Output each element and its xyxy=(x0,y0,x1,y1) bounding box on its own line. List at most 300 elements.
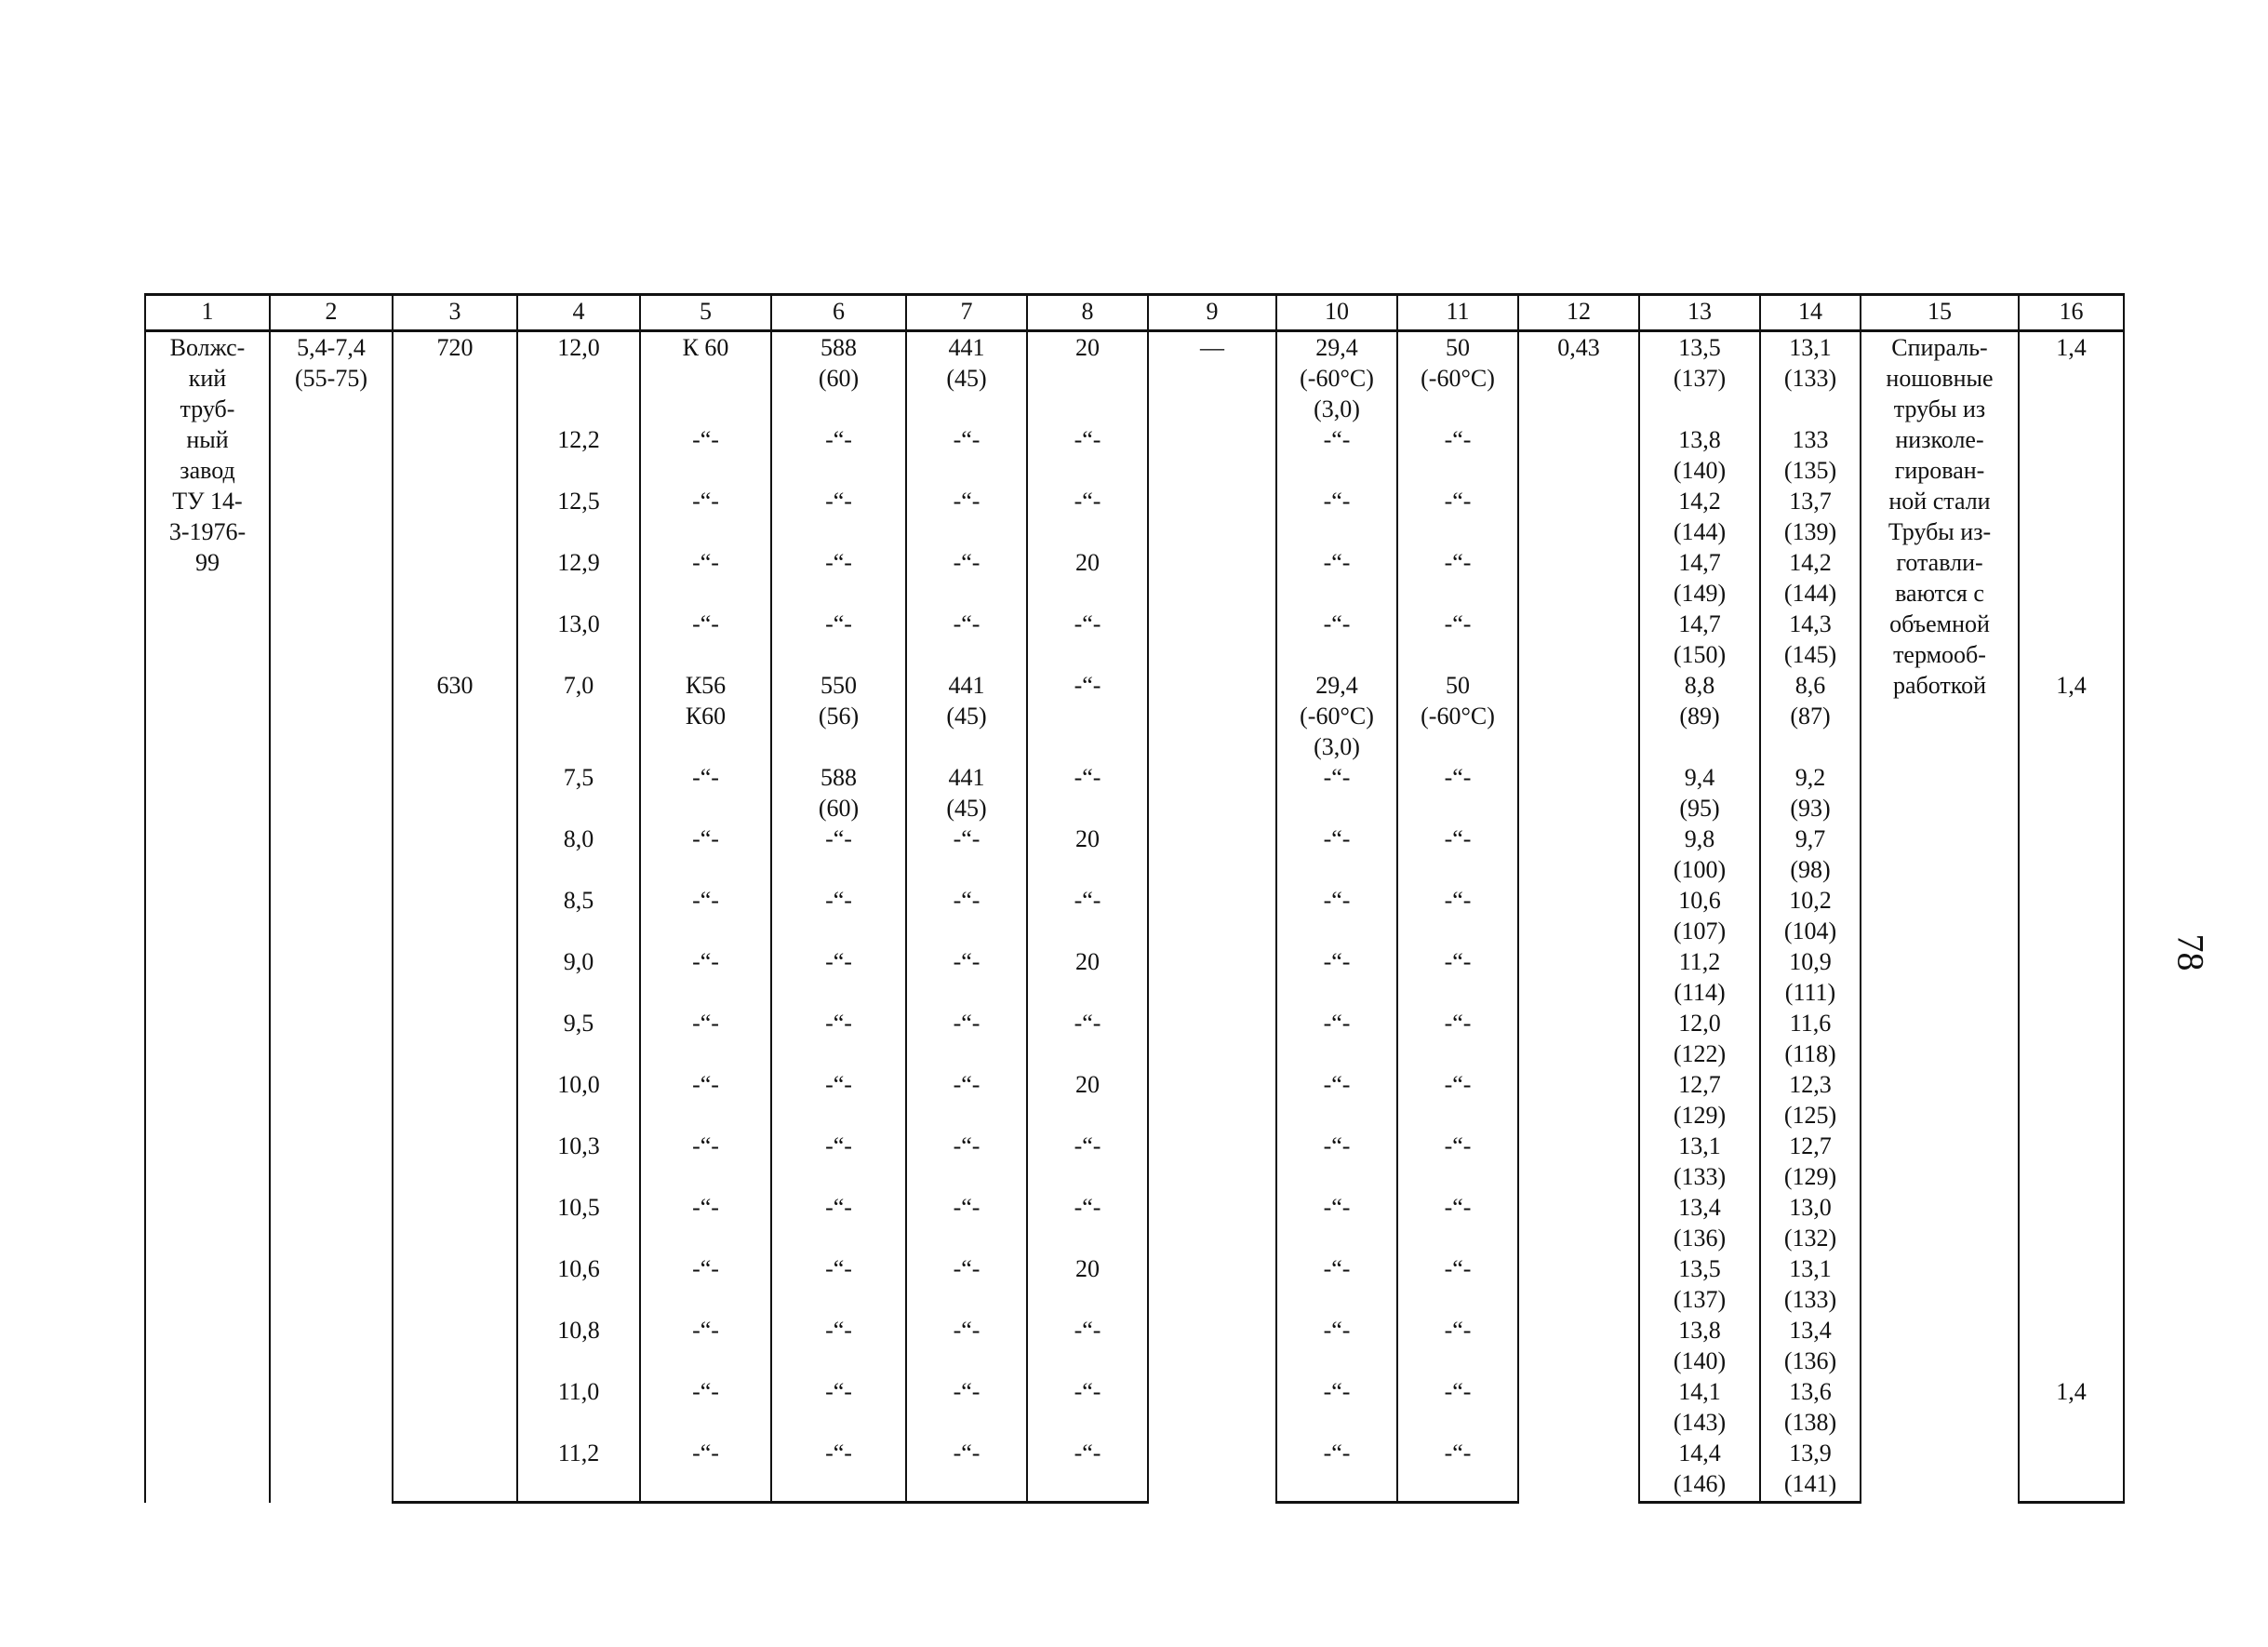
col14-value-line: (98) xyxy=(1790,856,1831,883)
cell-wall xyxy=(517,1438,640,1503)
column-header-3: 3 xyxy=(393,295,517,331)
strength-grade-line: К56 xyxy=(685,672,727,699)
cell-grade xyxy=(640,1376,771,1438)
cell-col8 xyxy=(1027,885,1148,946)
cell-col10 xyxy=(1276,670,1397,762)
cell-col13 xyxy=(1639,1376,1760,1438)
cell-col16 xyxy=(2019,946,2124,1008)
col8-value: -“- xyxy=(1074,1378,1101,1405)
plant-name-line: 99 xyxy=(195,549,220,576)
col11-value-line: (-60°С) xyxy=(1421,365,1495,392)
cell-diameter xyxy=(393,1438,517,1503)
cell-col10 xyxy=(1276,424,1397,486)
col13-value-line: 14,7 xyxy=(1678,549,1721,576)
col11-value-line: -“- xyxy=(1444,610,1472,637)
col14-value-line: (125) xyxy=(1783,1102,1837,1129)
cell-diameter xyxy=(393,331,517,425)
cell-col8 xyxy=(1027,1438,1148,1503)
cell-col10 xyxy=(1276,824,1397,885)
cell-grade xyxy=(640,331,771,425)
table-row xyxy=(145,1438,2124,1503)
cell-col10 xyxy=(1276,331,1397,425)
col14-value-line: 133 xyxy=(1792,426,1829,453)
cell-col7 xyxy=(906,547,1027,609)
col14-value-line: (145) xyxy=(1783,641,1837,668)
plant-name-line: ный xyxy=(186,426,229,453)
col6-value-line: -“- xyxy=(825,1439,852,1466)
cell-col11 xyxy=(1397,331,1518,425)
cell-col14 xyxy=(1760,946,1861,1008)
note-text-line: гирован- xyxy=(1894,457,1985,484)
col14-value-line: (138) xyxy=(1783,1409,1837,1436)
column-header-1: 1 xyxy=(145,295,270,331)
cell-col6 xyxy=(771,1315,906,1376)
col10-value-line: -“- xyxy=(1323,549,1351,576)
cell-grade xyxy=(640,609,771,670)
table-row xyxy=(145,609,2124,670)
cell-wall xyxy=(517,670,640,762)
col10-value-line: (3,0) xyxy=(1314,395,1360,422)
cell-col13 xyxy=(1639,424,1760,486)
col14-value-line: 14,3 xyxy=(1789,610,1832,637)
col16-value: 1,4 xyxy=(2056,672,2087,699)
col14-value-line: (133) xyxy=(1783,1286,1837,1313)
cell-col13 xyxy=(1639,331,1760,425)
col11-value-line: -“- xyxy=(1444,887,1472,914)
note-text-line: работкой xyxy=(1892,672,1986,699)
cell-col13 xyxy=(1639,1253,1760,1315)
cell-wall xyxy=(517,547,640,609)
cell-col16 xyxy=(2019,424,2124,486)
cell-grade xyxy=(640,762,771,824)
col7-value-line: 441 xyxy=(948,764,985,791)
strength-grade-line: -“- xyxy=(692,1194,719,1221)
cell-col14 xyxy=(1760,885,1861,946)
col6-value-line: -“- xyxy=(825,426,852,453)
cell-col10 xyxy=(1276,1438,1397,1503)
column-header-14: 14 xyxy=(1760,295,1861,331)
col10-value-line: -“- xyxy=(1323,1132,1351,1159)
table-row xyxy=(145,1131,2124,1192)
col7-value-line: 441 xyxy=(948,334,985,361)
cell-diameter xyxy=(393,547,517,609)
cell-grade xyxy=(640,1008,771,1069)
cell-grade xyxy=(640,486,771,547)
cell-col10 xyxy=(1276,1376,1397,1438)
col8-value: -“- xyxy=(1074,1317,1101,1344)
cell-col12 xyxy=(1518,331,1639,1503)
col7-value-line: -“- xyxy=(953,488,981,515)
wall-thickness-value: 7,5 xyxy=(563,764,594,791)
col14-value-line: 12,7 xyxy=(1789,1132,1832,1159)
col14-value-line: 10,9 xyxy=(1789,948,1832,975)
cell-col13 xyxy=(1639,1131,1760,1192)
col6-value-line: -“- xyxy=(825,1378,852,1405)
cell-col6 xyxy=(771,1438,906,1503)
cell-wall xyxy=(517,1131,640,1192)
cell-col16 xyxy=(2019,762,2124,824)
col14-value-line: (104) xyxy=(1783,917,1837,944)
col14-value-line: 10,2 xyxy=(1789,887,1832,914)
col10-value-line: -“- xyxy=(1323,1255,1351,1282)
col14-value-line: (93) xyxy=(1790,795,1831,822)
strength-grade-line: -“- xyxy=(692,1071,719,1098)
col13-value-line: (143) xyxy=(1673,1409,1727,1436)
cell-col6 xyxy=(771,1192,906,1253)
col13-value-line: 13,1 xyxy=(1678,1132,1721,1159)
col7-value-line: -“- xyxy=(953,1010,981,1037)
cell-col10 xyxy=(1276,1008,1397,1069)
col6-value-line: 550 xyxy=(820,672,857,699)
col13-value-line: (136) xyxy=(1673,1225,1727,1252)
cell-col16 xyxy=(2019,1008,2124,1069)
col8-value: 20 xyxy=(1075,549,1100,576)
col6-value-line: -“- xyxy=(825,948,852,975)
col13-value-line: 14,7 xyxy=(1678,610,1721,637)
col6-value-line: (60) xyxy=(818,365,860,392)
wall-thickness-value: 12,5 xyxy=(557,488,600,515)
cell-wall xyxy=(517,1008,640,1069)
cell-col6 xyxy=(771,762,906,824)
cell-grade xyxy=(640,824,771,885)
cell-col7 xyxy=(906,762,1027,824)
cell-diameter xyxy=(393,1069,517,1131)
cell-col14 xyxy=(1760,824,1861,885)
col13-value-line: 12,7 xyxy=(1678,1071,1721,1098)
column-header-6: 6 xyxy=(771,295,906,331)
col2-value-line: 5,4-7,4 xyxy=(297,334,366,361)
cell-col16 xyxy=(2019,885,2124,946)
wall-thickness-value: 10,5 xyxy=(557,1194,600,1221)
col11-value-line: -“- xyxy=(1444,1132,1472,1159)
col6-value-line: (56) xyxy=(818,703,860,730)
column-header-16: 16 xyxy=(2019,295,2124,331)
cell-col16 xyxy=(2019,609,2124,670)
col10-value-line: -“- xyxy=(1323,1378,1351,1405)
col11-value-line: -“- xyxy=(1444,426,1472,453)
cell-wall xyxy=(517,424,640,486)
col11-value-line: (-60°С) xyxy=(1421,703,1495,730)
cell-diameter xyxy=(393,824,517,885)
col13-value-line: (137) xyxy=(1673,365,1727,392)
col6-value-line: -“- xyxy=(825,1071,852,1098)
diameter-value: 630 xyxy=(436,672,474,699)
col16-value: 1,4 xyxy=(2056,334,2087,361)
strength-grade-line: -“- xyxy=(692,488,719,515)
cell-grade xyxy=(640,547,771,609)
table-row xyxy=(145,547,2124,609)
cell-diameter xyxy=(393,1376,517,1438)
strength-grade-line: К 60 xyxy=(682,334,729,361)
cell-col6 xyxy=(771,1376,906,1438)
column-header-4: 4 xyxy=(517,295,640,331)
col13-value-line: 10,6 xyxy=(1678,887,1721,914)
cell-col13 xyxy=(1639,946,1760,1008)
strength-grade-line: -“- xyxy=(692,1378,719,1405)
note-text-line: ной стали xyxy=(1888,488,1991,515)
table-row xyxy=(145,946,2124,1008)
cell-col11 xyxy=(1397,1069,1518,1131)
cell-col8 xyxy=(1027,424,1148,486)
cell-wall xyxy=(517,1069,640,1131)
col8-value: -“- xyxy=(1074,764,1101,791)
col14-value-line: 13,1 xyxy=(1789,334,1832,361)
cell-col16 xyxy=(2019,824,2124,885)
cell-col11 xyxy=(1397,547,1518,609)
column-header-11: 11 xyxy=(1397,295,1518,331)
col8-value: -“- xyxy=(1074,1132,1101,1159)
cell-col13 xyxy=(1639,609,1760,670)
note-text-line: термооб- xyxy=(1893,641,1986,668)
col7-value-line: -“- xyxy=(953,426,981,453)
col14-value-line: 13,4 xyxy=(1789,1317,1832,1344)
cell-col14 xyxy=(1760,424,1861,486)
cell-col6 xyxy=(771,1253,906,1315)
col8-value: -“- xyxy=(1074,672,1101,699)
plant-name-line: Волжс- xyxy=(169,334,246,361)
col10-value-line: -“- xyxy=(1323,887,1351,914)
col13-value-line: 13,5 xyxy=(1678,1255,1721,1282)
cell-diameter xyxy=(393,609,517,670)
table-row xyxy=(145,486,2124,547)
cell-col16 xyxy=(2019,670,2124,762)
col8-value: -“- xyxy=(1074,426,1101,453)
cell-col13 xyxy=(1639,670,1760,762)
cell-col16 xyxy=(2019,1315,2124,1376)
cell-grade xyxy=(640,1438,771,1503)
col14-value-line: 13,7 xyxy=(1789,488,1832,515)
col10-value-line: -“- xyxy=(1323,1071,1351,1098)
wall-thickness-value: 10,3 xyxy=(557,1132,600,1159)
col6-value-line: 588 xyxy=(820,764,857,791)
cell-grade xyxy=(640,1192,771,1253)
col14-value-line: 8,6 xyxy=(1794,672,1826,699)
col14-value-line: 13,1 xyxy=(1789,1255,1832,1282)
col7-value-line: -“- xyxy=(953,549,981,576)
col13-value-line: (137) xyxy=(1673,1286,1727,1313)
cell-col6 xyxy=(771,1131,906,1192)
col8-value: 20 xyxy=(1075,334,1100,361)
cell-col11 xyxy=(1397,486,1518,547)
note-text-line: Спираль- xyxy=(1891,334,1988,361)
col13-value-line: 14,1 xyxy=(1678,1378,1721,1405)
cell-col13 xyxy=(1639,885,1760,946)
col14-value-line: 14,2 xyxy=(1789,549,1832,576)
cell-col10 xyxy=(1276,486,1397,547)
col11-value-line: -“- xyxy=(1444,825,1472,852)
cell-col6 xyxy=(771,946,906,1008)
plant-name-line: завод xyxy=(180,457,235,484)
col11-value-line: -“- xyxy=(1444,549,1472,576)
col13-value-line: (149) xyxy=(1673,580,1727,607)
cell-col6 xyxy=(771,824,906,885)
cell-col7 xyxy=(906,1315,1027,1376)
col13-value-line: 9,8 xyxy=(1684,825,1715,852)
wall-thickness-value: 12,2 xyxy=(557,426,600,453)
cell-col7 xyxy=(906,424,1027,486)
table-row xyxy=(145,331,2124,425)
cell-col7 xyxy=(906,1376,1027,1438)
wall-thickness-value: 7,0 xyxy=(563,672,594,699)
col8-value: -“- xyxy=(1074,887,1101,914)
col14-value-line: (133) xyxy=(1783,365,1837,392)
cell-col10 xyxy=(1276,1192,1397,1253)
cell-wall xyxy=(517,1192,640,1253)
cell-diameter xyxy=(393,670,517,762)
col6-value-line: -“- xyxy=(825,610,852,637)
cell-col6 xyxy=(771,486,906,547)
cell-diameter xyxy=(393,424,517,486)
col13-value-line: (129) xyxy=(1673,1102,1727,1129)
wall-thickness-value: 10,6 xyxy=(557,1255,600,1282)
cell-col7 xyxy=(906,1192,1027,1253)
strength-grade-line: -“- xyxy=(692,610,719,637)
cell-grade xyxy=(640,946,771,1008)
col13-value-line: (122) xyxy=(1673,1040,1727,1067)
cell-col11 xyxy=(1397,1008,1518,1069)
col14-value-line: 13,6 xyxy=(1789,1378,1832,1405)
col13-value-line: (95) xyxy=(1679,795,1720,822)
col14-value-line: 11,6 xyxy=(1789,1010,1832,1037)
cell-col7 xyxy=(906,1438,1027,1503)
wall-thickness-value: 9,5 xyxy=(563,1010,594,1037)
col14-value-line: (87) xyxy=(1790,703,1831,730)
col11-value-line: -“- xyxy=(1444,764,1472,791)
col8-value: 20 xyxy=(1075,825,1100,852)
cell-col8 xyxy=(1027,670,1148,762)
cell-wall xyxy=(517,331,640,425)
cell-col2 xyxy=(270,331,393,1503)
cell-col7 xyxy=(906,1131,1027,1192)
cell-col11 xyxy=(1397,1253,1518,1315)
col7-value-line: (45) xyxy=(946,795,987,822)
cell-col8 xyxy=(1027,1315,1148,1376)
col14-value-line: (118) xyxy=(1784,1040,1836,1067)
cell-plant xyxy=(145,331,270,1503)
col11-value-line: -“- xyxy=(1444,1010,1472,1037)
cell-col6 xyxy=(771,424,906,486)
cell-col16 xyxy=(2019,547,2124,609)
col6-value-line: -“- xyxy=(825,1194,852,1221)
col6-value-line: (60) xyxy=(818,795,860,822)
cell-grade xyxy=(640,1315,771,1376)
table-row xyxy=(145,424,2124,486)
col10-value-line: -“- xyxy=(1323,948,1351,975)
cell-col7 xyxy=(906,946,1027,1008)
cell-col8 xyxy=(1027,1192,1148,1253)
cell-col11 xyxy=(1397,609,1518,670)
column-header-15: 15 xyxy=(1861,295,2019,331)
col7-value-line: -“- xyxy=(953,1194,981,1221)
strength-grade-line: К60 xyxy=(685,703,727,730)
table-row xyxy=(145,885,2124,946)
col10-value-line: -“- xyxy=(1323,1439,1351,1466)
cell-col14 xyxy=(1760,1069,1861,1131)
col14-value-line: (135) xyxy=(1783,457,1837,484)
col11-value-line: -“- xyxy=(1444,1439,1472,1466)
cell-col6 xyxy=(771,609,906,670)
note-text-line: ваются с xyxy=(1895,580,1984,607)
col14-value-line: 9,7 xyxy=(1794,825,1826,852)
note-text-line: низколе- xyxy=(1895,426,1984,453)
col6-value-line: -“- xyxy=(825,488,852,515)
cell-col11 xyxy=(1397,1192,1518,1253)
cell-col8 xyxy=(1027,1376,1148,1438)
cell-col10 xyxy=(1276,1315,1397,1376)
wall-thickness-value: 8,0 xyxy=(563,825,594,852)
table-row xyxy=(145,1008,2124,1069)
col14-value-line: 9,2 xyxy=(1794,764,1826,791)
col6-value-line: -“- xyxy=(825,825,852,852)
col14-value-line: (132) xyxy=(1783,1225,1837,1252)
cell-col11 xyxy=(1397,1131,1518,1192)
wall-thickness-value: 11,0 xyxy=(557,1378,600,1405)
cell-col14 xyxy=(1760,1192,1861,1253)
cell-wall xyxy=(517,609,640,670)
page-number: 78 xyxy=(2169,933,2212,971)
column-header-9: 9 xyxy=(1148,295,1276,331)
col13-value-line: 14,2 xyxy=(1678,488,1721,515)
col11-value-line: -“- xyxy=(1444,1255,1472,1282)
col10-value-line: -“- xyxy=(1323,1194,1351,1221)
cell-col11 xyxy=(1397,762,1518,824)
cell-col8 xyxy=(1027,824,1148,885)
col13-value-line: (114) xyxy=(1674,979,1726,1006)
col10-value-line: -“- xyxy=(1323,764,1351,791)
column-header-10: 10 xyxy=(1276,295,1397,331)
cell-col8 xyxy=(1027,609,1148,670)
diameter-value: 720 xyxy=(436,334,474,361)
cell-wall xyxy=(517,1376,640,1438)
cell-col7 xyxy=(906,331,1027,425)
cell-col10 xyxy=(1276,885,1397,946)
col13-value-line: (107) xyxy=(1673,917,1727,944)
col7-value-line: 441 xyxy=(948,672,985,699)
col8-value: 20 xyxy=(1075,1071,1100,1098)
cell-col14 xyxy=(1760,670,1861,762)
note-text-line: ношовные xyxy=(1886,365,1994,392)
cell-grade xyxy=(640,1253,771,1315)
cell-col11 xyxy=(1397,885,1518,946)
cell-grade xyxy=(640,670,771,762)
cell-col8 xyxy=(1027,1008,1148,1069)
col11-value-line: -“- xyxy=(1444,948,1472,975)
col13-value-line: (140) xyxy=(1673,1347,1727,1374)
col11-value-line: -“- xyxy=(1444,1071,1472,1098)
strength-grade-line: -“- xyxy=(692,887,719,914)
cell-col16 xyxy=(2019,486,2124,547)
col11-value-line: -“- xyxy=(1444,1317,1472,1344)
col6-value-line: -“- xyxy=(825,1317,852,1344)
spec-table xyxy=(144,293,2125,1504)
table-row xyxy=(145,1069,2124,1131)
col10-value-line: 29,4 xyxy=(1315,672,1358,699)
cell-wall xyxy=(517,1253,640,1315)
col10-value-line: -“- xyxy=(1323,426,1351,453)
cell-diameter xyxy=(393,1192,517,1253)
col14-value-line: 13,0 xyxy=(1789,1194,1832,1221)
cell-col16 xyxy=(2019,1438,2124,1503)
strength-grade-line: -“- xyxy=(692,426,719,453)
cell-col7 xyxy=(906,1069,1027,1131)
col10-value-line: 29,4 xyxy=(1315,334,1358,361)
wall-thickness-value: 9,0 xyxy=(563,948,594,975)
cell-col6 xyxy=(771,331,906,425)
wall-thickness-value: 13,0 xyxy=(557,610,600,637)
strength-grade-line: -“- xyxy=(692,764,719,791)
col10-value-line: (3,0) xyxy=(1314,733,1360,760)
cell-col13 xyxy=(1639,547,1760,609)
